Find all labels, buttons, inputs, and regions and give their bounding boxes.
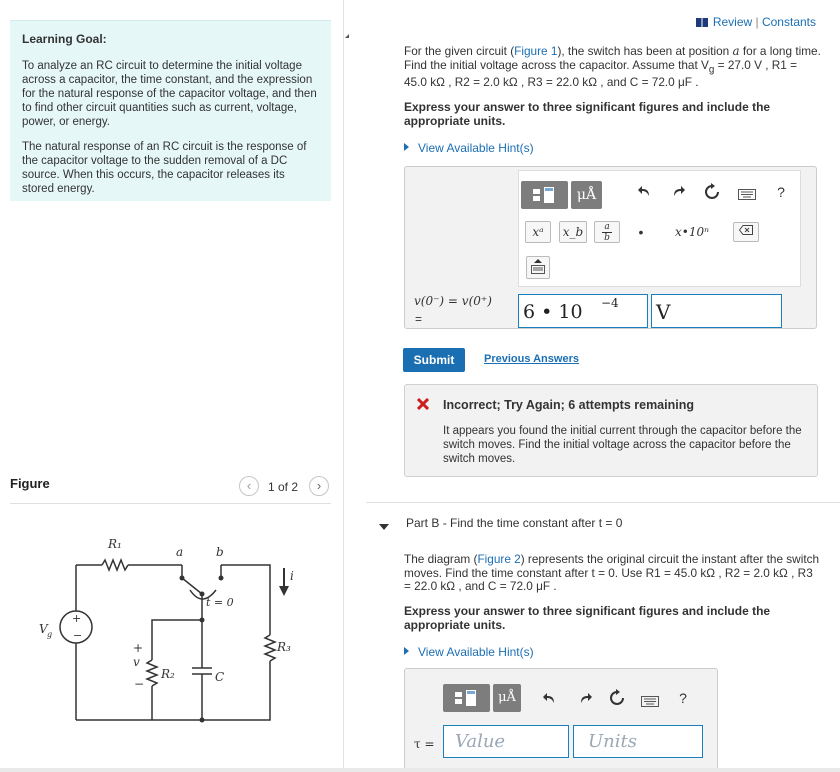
- error-x-icon: [417, 398, 429, 413]
- units-button-b[interactable]: μÅ: [493, 684, 521, 712]
- figure-1-link[interactable]: Figure 1: [514, 44, 558, 58]
- label-r2: R₂: [161, 667, 175, 681]
- equation-label: v(0⁻) = v(0⁺): [414, 294, 492, 308]
- dot-button[interactable]: •: [638, 224, 644, 240]
- capacitor: [192, 668, 212, 674]
- expand-arrow-icon-b: [404, 647, 409, 655]
- tau-units-input[interactable]: [573, 725, 703, 758]
- r1-resistor: [102, 560, 128, 570]
- feedback-body: It appears you found the initial current through the capacitor before the switch moves. Find the initial voltage across the capacitor before the switch moves.: [443, 425, 802, 465]
- r2-resistor: [147, 660, 157, 686]
- pane-divider: [343, 0, 344, 772]
- scientific-notation-button[interactable]: x•10ⁿ: [675, 225, 709, 239]
- part-a-hint-toggle[interactable]: [404, 141, 534, 155]
- keyboard-toggle-icon: [530, 257, 546, 275]
- keyboard-icon[interactable]: [737, 187, 757, 204]
- label-v-plus: +: [133, 641, 144, 655]
- tau-value-input[interactable]: [443, 725, 569, 758]
- part-b-header[interactable]: [406, 516, 622, 530]
- answer-exponent: −4: [601, 296, 619, 310]
- help-button-b[interactable]: ?: [679, 690, 687, 706]
- review-icon: [696, 18, 708, 27]
- label-vg: V: [39, 622, 48, 636]
- hint-link-text[interactable]: View Available Hint(s): [418, 141, 534, 155]
- fraction-top: a: [602, 222, 612, 233]
- previous-answers-link[interactable]: Previous Answers: [484, 353, 579, 365]
- learning-goal-heading: Learning Goal:: [22, 32, 107, 46]
- bottom-scrollbar[interactable]: [0, 768, 840, 772]
- position-var: a: [732, 44, 740, 58]
- intro-text-mid: ), the switch has been at position: [557, 44, 733, 58]
- review-link[interactable]: Review: [712, 15, 753, 29]
- label-vg-sub: g: [47, 630, 53, 639]
- intro-text-prefix: For the given circuit (: [404, 44, 515, 58]
- answer-value-input[interactable]: [518, 294, 648, 328]
- delete-button[interactable]: [733, 222, 759, 242]
- natural-response-text: The natural response of an RC circuit is the response of the capacitor voltage to the sudden removal of a DC source. When this occurs, the capacitor releases its stored energy.: [22, 141, 307, 195]
- part-b-instruction: Express your answer to three significant figures and include the appropriate units.: [404, 604, 771, 632]
- templates-icon: [521, 181, 568, 209]
- templates-button-b[interactable]: [443, 684, 490, 712]
- undo-icon[interactable]: [635, 183, 655, 203]
- learning-goal-text: To analyze an RC circuit to determine the initial voltage across a capacitor, the time constant, and the expression for the natural response of the capacitor voltage, and then to find other circuit quantities such as current, voltage, power, or energy.: [22, 60, 317, 128]
- header-separator: |: [752, 15, 762, 29]
- units-button[interactable]: μÅ: [571, 181, 602, 209]
- figure-heading: Figure: [10, 476, 50, 491]
- label-v: v: [133, 655, 140, 669]
- label-i: i: [290, 569, 294, 583]
- label-v-minus: −: [134, 677, 145, 691]
- part-b-intro-prefix: The diagram (: [404, 552, 478, 566]
- part-b-divider: [366, 502, 840, 503]
- superscript-button[interactable]: xᵃ: [525, 221, 551, 243]
- r3-resistor: [265, 635, 275, 661]
- units-placeholder: Units: [588, 731, 637, 752]
- figure-prev-button[interactable]: ‹: [239, 476, 259, 496]
- tau-label: τ =: [414, 737, 435, 751]
- learning-goal-panel: [10, 20, 331, 201]
- templates-button[interactable]: [521, 181, 568, 209]
- redo-icon[interactable]: [668, 183, 688, 203]
- keyboard-icon-b[interactable]: [640, 694, 660, 711]
- submit-button[interactable]: Submit: [403, 348, 465, 372]
- part-a-instruction: Express your answer to three significant figures and include the appropriate units.: [404, 100, 771, 128]
- subscript-button[interactable]: x_b: [559, 221, 587, 243]
- part-b-intro-rest: ) represents the original circuit the instant after the switch moves. Find the time constant after t = 0. Use R1 = 45.0 kΩ , R2 = 2.0 kΩ , R3 = 22.0 kΩ , and C = 72.0 μF .: [404, 552, 820, 593]
- equals-sign: =: [415, 312, 423, 326]
- figure-next-button[interactable]: ›: [309, 476, 329, 496]
- part-b-title: Part B: [406, 516, 440, 530]
- part-b-title-rest: - Find the time constant after t = 0: [439, 516, 623, 530]
- keyboard-toggle-button[interactable]: [526, 256, 550, 279]
- reset-icon[interactable]: [702, 183, 722, 205]
- current-arrow-icon: [279, 586, 289, 596]
- undo-icon-b[interactable]: [540, 690, 560, 710]
- value-placeholder: Value: [455, 731, 506, 752]
- figure-2-link[interactable]: Figure 2: [477, 552, 521, 566]
- part-b-hint-toggle[interactable]: [404, 645, 534, 659]
- expand-arrow-icon: [404, 143, 409, 151]
- fraction-button[interactable]: [594, 221, 620, 243]
- help-button[interactable]: ?: [777, 184, 785, 200]
- backspace-icon: [739, 225, 753, 235]
- pane-resize-handle[interactable]: [344, 28, 350, 34]
- templates-icon-b: [443, 684, 490, 712]
- constants-link[interactable]: Constants: [761, 15, 816, 29]
- hint-link-text-b[interactable]: View Available Hint(s): [418, 645, 534, 659]
- circuit-diagram: [30, 530, 310, 740]
- values-line: 1 = 45.0 kΩ , R2 = 2.0 kΩ , R3 = 22.0 kΩ , and C = 72.0 μF .: [404, 57, 798, 90]
- part-a-problem-text: [404, 45, 822, 90]
- label-c: C: [215, 670, 225, 684]
- part-b-collapse-toggle[interactable]: [379, 519, 389, 533]
- feedback-panel: [404, 384, 818, 477]
- answer-units: V: [656, 300, 671, 324]
- label-b: b: [216, 545, 224, 559]
- redo-icon-b[interactable]: [575, 690, 595, 710]
- intro-values: = 27.0 V , R: [714, 57, 781, 72]
- fraction-bottom: b: [604, 233, 610, 243]
- label-r3: R₃: [277, 640, 291, 654]
- label-a: a: [176, 545, 184, 559]
- review-constants-bar: [696, 15, 816, 29]
- label-src-plus: +: [72, 612, 82, 625]
- label-t0: t = 0: [206, 596, 234, 609]
- reset-icon-b[interactable]: [607, 689, 627, 711]
- collapse-arrow-icon: [379, 524, 389, 530]
- label-r1: R₁: [108, 537, 122, 551]
- intro-text-rest: for a long time. Find the initial voltage across the capacitor. Assume that V: [404, 44, 821, 72]
- answer-units-input[interactable]: [651, 294, 782, 328]
- figure-pager: 1 of 2: [268, 480, 299, 494]
- feedback-title: Incorrect; Try Again; 6 attempts remaining: [443, 398, 694, 412]
- answer-value: 6 • 10: [523, 301, 583, 323]
- label-src-minus: −: [73, 629, 83, 642]
- figure-divider: [10, 503, 331, 504]
- sub-g: g: [708, 63, 715, 75]
- part-b-problem-text: [404, 553, 822, 594]
